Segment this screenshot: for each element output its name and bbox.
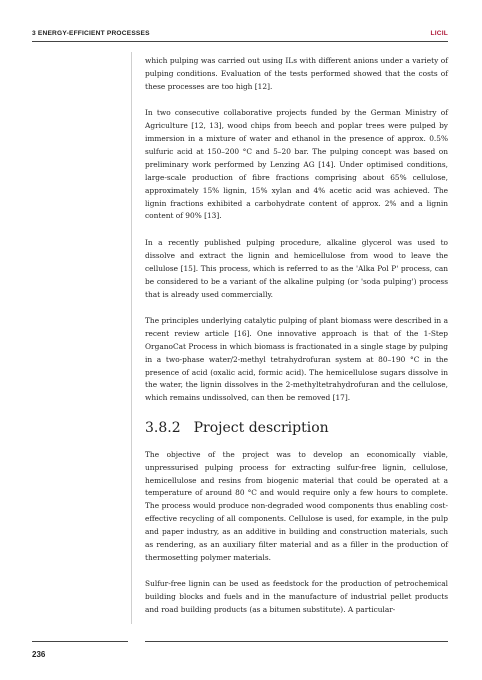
paragraph: The objective of the project was to develop an economically viable, unpressurised pulping process for extracting sulfur-free lignin, cellulose, hemicellulose and resins from biogenic material that could be operated at a temperature of around 80 °C and would require only a few hours to complete. The process would produce non-degraded wood components thus enabling cost-effective recycling of all components. Cellulose is used, for example, in the pulp and paper industry, as an additive in building and construction materials, such as rendering, as an auxiliary filter material and as a filler in the production of thermosetting polymer materials. [145, 449, 448, 562]
margin-divider [131, 52, 132, 624]
paragraph: In a recently published pulping procedure, alkaline glycerol was used to dissolve and extract the lignin and hemicellulose from wood to leave the cellulose [15]. This process, which is referred to as the 'Alka Pol P' process, can be considered to be a variant of the alkaline pulping (or 'soda pulping') process that is already used commercially. [145, 237, 448, 299]
paragraph: The principles underlying catalytic pulping of plant biomass were described in a recent review article [16]. One innovative approach is that of the 1-Step OrganoCat Process in which biomass is fractionated in a single stage by pulping in a two-phase water/2-methyl tetrahydrofuran system at 80–190 °C in the presence of acid (oxalic acid, formic acid). The hemicellulose sugars dissolve in the water, the lignin dissolves in the 2-methyltetrahydrofuran and the cellulose, which remains undissolved, can then be removed [17]. [145, 315, 448, 403]
footer-divider-left [32, 641, 128, 642]
page-number: 236 [32, 650, 46, 659]
body-text [145, 55, 448, 631]
organization-label: LICIL [430, 30, 448, 37]
header-divider [32, 41, 448, 42]
paragraph: which pulping was carried out using ILs with different anions under a variety of pulping conditions. Evaluation of the tests performed showed that the costs of these processes are too high [12]. [145, 56, 448, 91]
paragraph: Sulfur-free lignin can be used as feedstock for the production of petrochemical building blocks and fuels and in the manufacture of industrial pellet products and road building products (as a bitumen substitute). A particular- [145, 579, 448, 615]
paragraph: In two consecutive collaborative projects funded by the German Ministry of Agriculture [12, 13], wood chips from beech and poplar trees were pulped by immersion in a mixture of water and ethanol in the presence of approx. 0.5% sulfuric acid at 150–200 °C and 5–20 bar. The pulping concept was based on preliminary work performed by Lenzing AG [14]. Under optimised conditions, large-scale production of fibre fractions comprising about 65% cellulose, approximately 15% lignin, 15% xylan and 4% acetic acid was achieved. The lignin fractions exhibited a carbohydrate content of approx. 2% and a lignin content of 90% [13]. [145, 108, 448, 221]
section-title: Project description [193, 419, 329, 436]
section-number: 3.8.2 [145, 419, 181, 436]
section-heading [145, 419, 448, 437]
footer-divider-right [145, 641, 448, 642]
chapter-title: 3 ENERGY-EFFICIENT PROCESSES [32, 30, 150, 37]
